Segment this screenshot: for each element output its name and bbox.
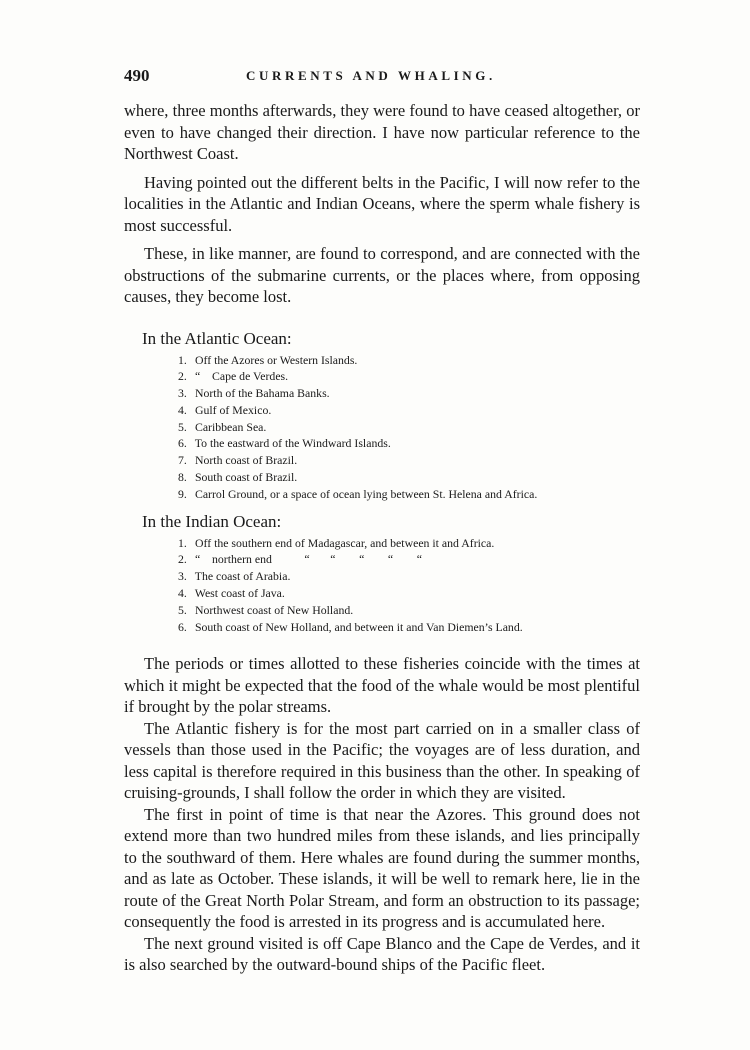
list-item: 3. The coast of Arabia. — [178, 569, 291, 584]
list-item: 6. South coast of New Holland, and between it and Van Diemen’s Land. — [178, 619, 523, 634]
indian-grounds-list — [178, 535, 640, 636]
list-item: 2. “ northern end “ “ “ “ “ — [178, 552, 422, 567]
paragraph: Having pointed out the different belts in the Pacific, I will now refer to the localities in the Atlantic and Indian Oceans, where the sperm whale fishery is most successful. — [124, 172, 640, 235]
list-item: 4. West coast of Java. — [178, 586, 285, 601]
list-item: 8. South coast of Brazil. — [178, 470, 298, 485]
paragraph: The periods or times allotted to these fisheries coincide with the times at which it might be expected that the food of the whale would be most plentiful if brought by the polar streams. — [124, 654, 640, 717]
list-item: 6. To the eastward of the Windward Islands. — [178, 436, 391, 451]
list-item: 2. “ Cape de Verdes. — [178, 369, 289, 384]
list-item: 5. Northwest coast of New Holland. — [178, 602, 354, 617]
indian-list-heading: In the Indian Ocean: — [142, 511, 282, 531]
atlantic-list-heading: In the Atlantic Ocean: — [142, 328, 292, 348]
paragraph: The first in point of time is that near the Azores. This ground does not extend more than two hundred miles from these islands, and lies principally to the southward of them. Here whales are found during the summer months, and as late as October. These islands, it will be well to remark here, lie in the route of the Great North Polar Stream, and form an obstruction to its passage; consequently the food is arrested in its progress and is accumulated here. — [124, 804, 640, 932]
list-item: 7. North coast of Brazil. — [178, 453, 298, 468]
list-item: 4. Gulf of Mexico. — [178, 402, 272, 417]
list-item: 1. Off the Azores or Western Islands. — [178, 352, 358, 367]
list-item: 5. Caribbean Sea. — [178, 419, 267, 434]
paragraph: where, three months afterwards, they were found to have ceased altogether, or even to have changed their direction. I have now particular reference to the Northwest Coast. — [124, 101, 640, 163]
paragraph: These, in like manner, are found to correspond, and are connected with the obstructions of the submarine currents, or the places where, from opposing causes, they become lost. — [124, 244, 640, 306]
paragraph: The Atlantic fishery is for the most part carried on in a smaller class of vessels than those used in the Pacific; the voyages are of less duration, and less capital is therefore required in this business than the other. In speaking of cruising-grounds, I shall follow the order in which they are visited. — [124, 718, 640, 803]
list-item: 9. Carrol Ground, or a space of ocean lying between St. Helena and Africa. — [178, 486, 538, 501]
running-head: CURRENTS AND WHALING. — [246, 68, 496, 83]
book-page — [124, 62, 640, 976]
page-header — [124, 62, 640, 92]
atlantic-grounds-list — [178, 352, 640, 503]
list-item: 3. North of the Bahama Banks. — [178, 386, 330, 401]
paragraph: The next ground visited is off Cape Blanco and the Cape de Verdes, and it is also searched by the outward-bound ships of the Pacific fleet. — [124, 933, 640, 975]
body-text — [124, 653, 640, 976]
page-number: 490 — [124, 66, 150, 85]
list-item: 1. Off the southern end of Madagascar, and between it and Africa. — [178, 535, 495, 550]
